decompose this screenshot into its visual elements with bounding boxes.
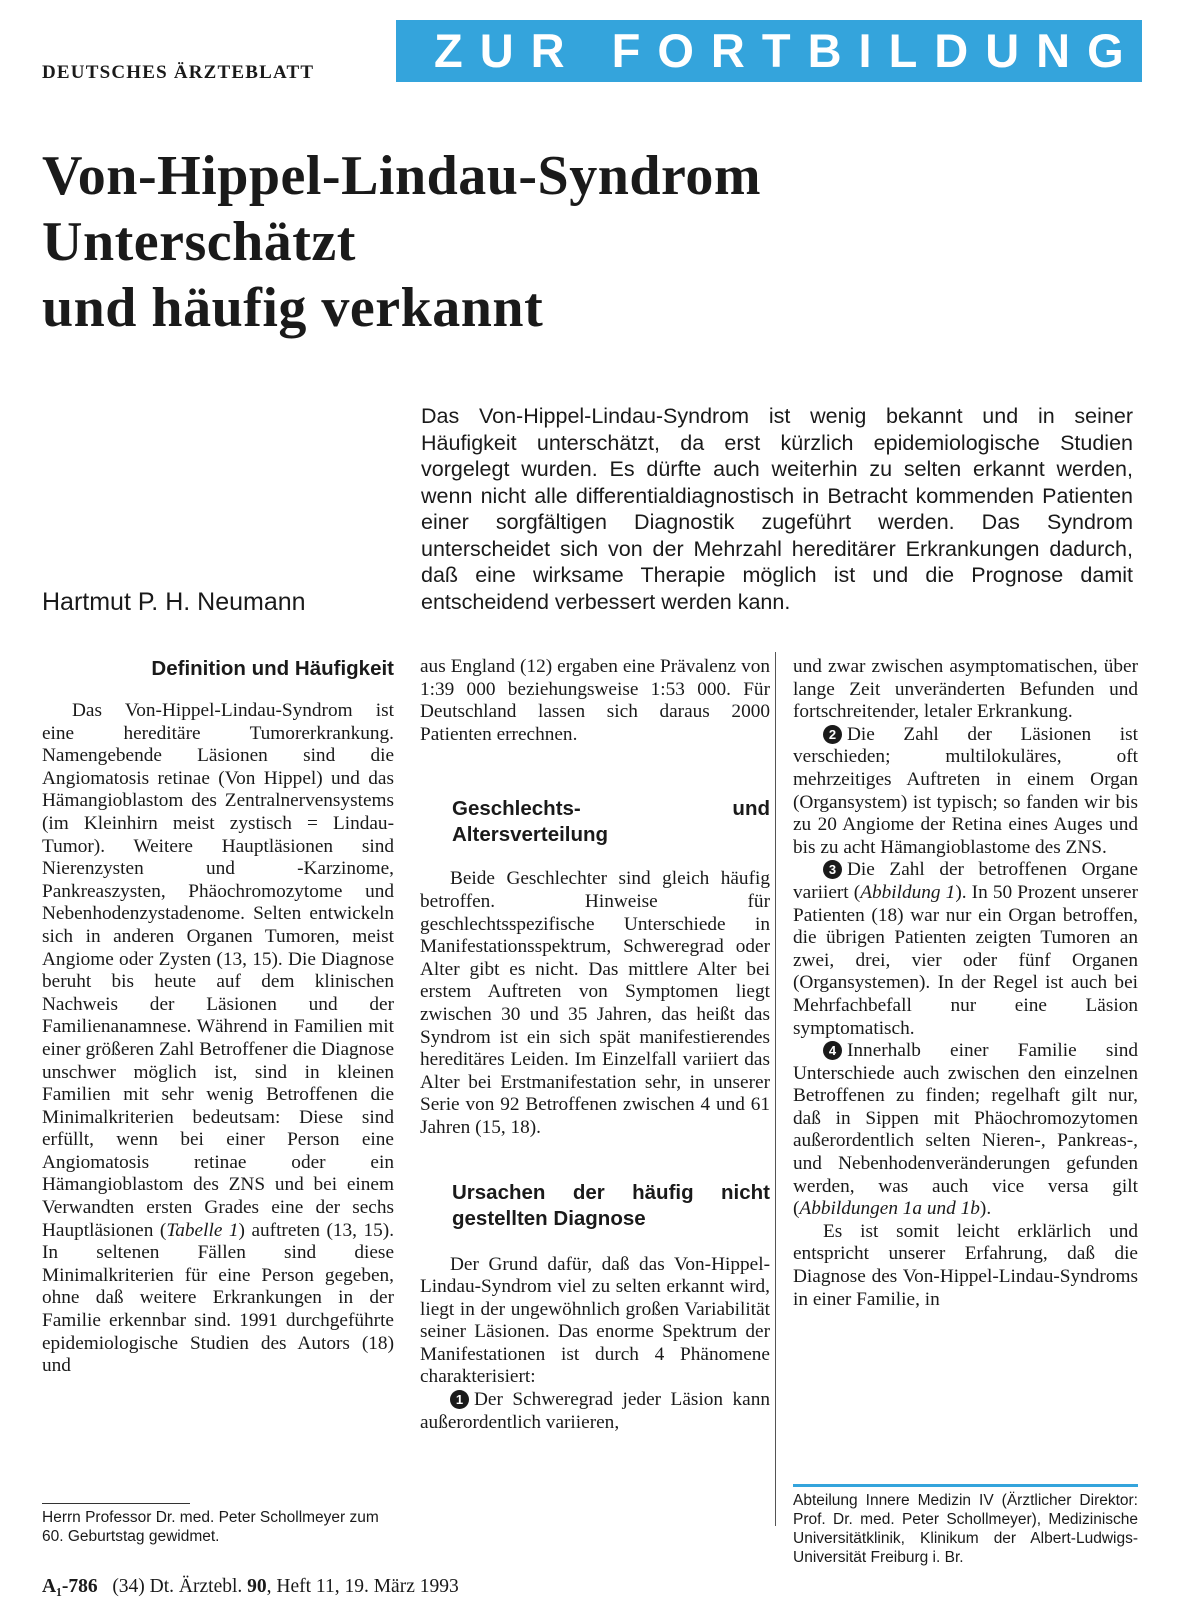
heading-ursachen: Ursachen der häufig nicht gestellten Diagnose bbox=[452, 1180, 770, 1230]
heading-geschlecht: Geschlechts- und Altersverteilung bbox=[452, 797, 770, 847]
paragraph-definition-text: Das Von-Hippel-Lindau-Syndrom ist eine hereditäre Tumorerkrankung. Namengebende Läsionen sind die Angiomatosis retinae (Von Hippel) und das Hämangioblastom des Zentralnervensystems (im Kleinhirn meist zystisch = Lindau-Tumor). Weitere Hauptläsionen sind Nierenzysten und -Karzinome, Pankreaszysten, Phäochromozytome und Nebenhodenzystadenome. Selten entwickeln sich in anderen Organen Tumoren, meist Angiome oder Zysten (13, 15). Die Diagnose beruht bis heute auf dem klinischen Nachweis der Läsionen und der Familienanamnese. Während in Familien mit einer größeren Zahl Betroffener die Diagnose unschwer möglich ist, sind in kleinen Familien mit sehr wenig Betroffenen die Minimalkriterien bedeutsam: Diese sind erfüllt, wenn bei einer Person eine Angiomatosis retinae oder ein Hämangioblastom des ZNS und bei einem Verwandten ersten Grades eine der sechs Hauptläsionen ( bbox=[42, 700, 394, 1241]
paragraph-definition-tail: ) auftreten (13, 15). In seltenen Fällen sind diese Minimalkriterien für eine Person gegeben, ohne daß weitere Erkrankungen in der Familie erkennbar sind. 1991 durchgeführte epidemiologische Studien des Autors (18) und bbox=[42, 1219, 395, 1377]
point-4-tail: ). bbox=[979, 1198, 992, 1220]
point-3-tail: ). In 50 Prozent unserer Patienten (18) war nur ein Organ betroffen, die übrigen Patienten zeigten Tumoren an zwei, drei, vier oder fünf Organen (Organsystemen). In der Regel ist auch bei Mehrfachbefall nur eine Läsion symptomatisch. bbox=[793, 881, 1138, 1039]
figure-reference: Abbildung 1 bbox=[860, 881, 956, 903]
heading-definition: Definition und Häufigkeit bbox=[151, 657, 394, 680]
point-2-text: Die Zahl der Läsionen ist verschieden; multilokuläres, oft mehrzeitiges Auftreten in einem Organ (Organsystem) ist typisch; so fanden wir bis zu 20 Angiome der Retina eines Auges und bis zu acht Hämangioblastome des ZNS. bbox=[793, 723, 1138, 858]
abstract: Das Von-Hippel-Lindau-Syndrom ist wenig bekannt und in seiner Häufigkeit unterschätzt, da erst kürzlich epidemiologische Studien vorgelegt wurden. Es dürfte auch weiterhin zu selten erkannt werden, wenn nicht alle differentialdiagnostisch in Betracht kommenden Patienten einer sorgfältigen Diagnostik zugeführt werden. Das Syndrom unterscheidet sich von der Mehrzahl hereditärer Erkrankungen dadurch, daß eine wirksame Therapie möglich ist und die Prognose damit entscheidend verbessert werden kann. bbox=[421, 404, 1133, 614]
number-1-icon: 1 bbox=[450, 1390, 469, 1409]
page-footer bbox=[42, 1576, 459, 1598]
number-4-icon: 4 bbox=[823, 1041, 842, 1060]
point-4-text: Innerhalb einer Familie sind Unterschiede auch zwischen den einzelnen Betroffenen zu finden; regelhaft gilt nur, daß in Sippen mit Phäochromozytomen außerordentlich selten Nieren-, Pankreas-, und Nebenhodenveränderungen gefunden werden, was auch vice versa gilt ( bbox=[793, 1040, 1138, 1220]
paragraph-definition bbox=[42, 700, 394, 1378]
figures-reference: Abbildungen 1a und 1b bbox=[799, 1198, 980, 1220]
paragraph-closing: Es ist somit leicht erklärlich und entspricht unserer Erfahrung, daß die Diagnose des Von-Hippel-Lindau-Syndroms in einer Familie, in bbox=[793, 1220, 1138, 1310]
paragraph-geschlecht: Beide Geschlechter sind gleich häufig betroffen. Hinweise für geschlechtsspezifische Unterschiede in Manifestationsspektrum, Schweregrad oder Alter gibt es nicht. Das mittlere Alter bei erstem Auftreten von Symptomen liegt zwischen 30 und 35 Jahren, das heißt das Syndrom ist ein sich spät manifestierendes hereditäres Leiden. Im Einzelfall variiert das Alter bei Erstmanifestation sehr, in unserer Serie von 92 Betroffenen zwischen 4 und 61 Jahren (15, 18). bbox=[420, 868, 770, 1138]
title-line-2: Unterschätzt bbox=[42, 211, 356, 273]
column-3 bbox=[793, 656, 1138, 1311]
paragraph-ursachen: Der Grund dafür, daß das Von-Hippel-Lindau-Syndrom viel zu selten erkannt wird, liegt in der ungewöhnlich großen Variabilität seiner Läsionen. Das enorme Spektrum der Manifestationen ist durch 4 Phänomene charakterisiert: bbox=[420, 1253, 770, 1388]
title-line-1: Von-Hippel-Lindau-Syndrom bbox=[42, 145, 761, 207]
table-reference: Tabelle 1 bbox=[166, 1219, 239, 1241]
dedication-footnote: Herrn Professor Dr. med. Peter Schollmeyer zum 60. Geburtstag gewidmet. bbox=[42, 1509, 379, 1545]
author-name: Hartmut P. H. Neumann bbox=[42, 588, 306, 616]
point-1-continued: und zwar zwischen asymptomatischen, über lange Zeit unveränderten Befunden und fortschreitender, letaler Erkrankung. bbox=[793, 656, 1138, 723]
column-2 bbox=[420, 656, 770, 1434]
citation-pre: (34) Dt. Ärztebl. bbox=[112, 1576, 243, 1597]
point-3-text: Die Zahl der betroffenen Organe variiert ( bbox=[793, 859, 1138, 903]
point-2 bbox=[793, 724, 1138, 860]
volume-number: 90 bbox=[247, 1576, 267, 1597]
paragraph-definition-continued: aus England (12) ergaben eine Prävalenz von 1:39 000 beziehungsweise 1:53 000. Für Deutschland lassen sich daraus 2000 Patienten errechnen. bbox=[420, 656, 770, 745]
column-divider bbox=[775, 652, 776, 1526]
citation-post: , Heft 11, 19. März 1993 bbox=[266, 1576, 459, 1597]
number-2-icon: 2 bbox=[823, 725, 842, 744]
point-1-text: Der Schweregrad jeder Läsion kann außerordentlich variieren, bbox=[420, 1389, 770, 1433]
section-banner: ZUR FORTBILDUNG bbox=[396, 20, 1142, 82]
page-id: A₁-786 bbox=[42, 1576, 98, 1597]
article-title bbox=[42, 143, 761, 341]
title-line-3: und häufig verkannt bbox=[42, 277, 544, 339]
point-1 bbox=[420, 1389, 770, 1434]
journal-name: DEUTSCHES ÄRZTEBLATT bbox=[42, 62, 315, 83]
footnote-rule bbox=[42, 1503, 190, 1504]
affiliation-footnote: Abteilung Innere Medizin IV (Ärztlicher Direktor: Prof. Dr. med. Peter Schollmeyer), Medizinische Universitätklinik, Klinikum der Albert-Ludwigs-Universität Freiburg i. Br. bbox=[793, 1492, 1138, 1566]
column-1 bbox=[42, 656, 394, 1378]
point-4 bbox=[793, 1040, 1138, 1221]
affiliation-rule bbox=[793, 1484, 1138, 1487]
number-3-icon: 3 bbox=[823, 860, 842, 879]
point-3 bbox=[793, 859, 1138, 1040]
